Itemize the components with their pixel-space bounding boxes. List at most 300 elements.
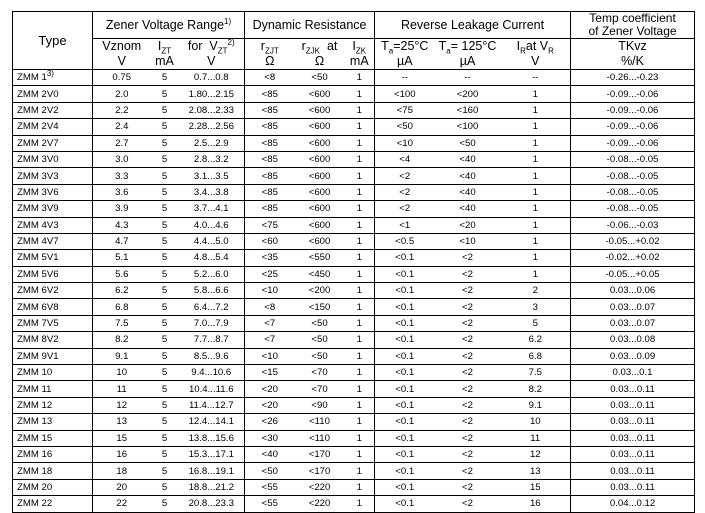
izk-cell: 1 bbox=[345, 446, 375, 462]
type-cell: ZMM 5V1 bbox=[13, 250, 93, 266]
rzjt-unit: Ω bbox=[245, 54, 295, 70]
rzjk-cell: <170 bbox=[295, 463, 345, 479]
type-cell: ZMM 2V7 bbox=[13, 135, 93, 151]
vzt-header: for $V_{ZT}^{2)}$ bbox=[179, 39, 245, 55]
table-row bbox=[13, 479, 695, 495]
vznom-cell: 4.7 bbox=[93, 233, 151, 249]
vznom-cell: 5.1 bbox=[93, 250, 151, 266]
izk-cell: 1 bbox=[345, 283, 375, 299]
izk-cell: 1 bbox=[345, 365, 375, 381]
rzjt-cell: <7 bbox=[245, 332, 295, 348]
ir-at-vr-cell: 1 bbox=[501, 201, 571, 217]
izk-cell: 1 bbox=[345, 397, 375, 413]
izt-cell: 5 bbox=[151, 119, 179, 135]
izk-cell: 1 bbox=[345, 135, 375, 151]
leakage-125c-cell: <50 bbox=[435, 135, 501, 151]
izt-cell: 5 bbox=[151, 430, 179, 446]
rzjk-header: $r_{ZJK}$ at bbox=[295, 39, 345, 55]
leakage-25c-cell: <0.1 bbox=[375, 463, 435, 479]
izt-cell: 5 bbox=[151, 250, 179, 266]
izk-cell: 1 bbox=[345, 315, 375, 331]
type-cell: ZMM 2V0 bbox=[13, 86, 93, 102]
leakage-25c-cell: <0.5 bbox=[375, 233, 435, 249]
vznom-cell: 18 bbox=[93, 463, 151, 479]
tkvz-cell: -0.05...+0.05 bbox=[571, 266, 695, 282]
table-row bbox=[13, 151, 695, 167]
rzjt-cell: <30 bbox=[245, 430, 295, 446]
dynamic-resistance-header: Dynamic Resistance bbox=[245, 12, 375, 39]
ir-at-vr-cell: 6.2 bbox=[501, 332, 571, 348]
leakage-25c-cell: <0.1 bbox=[375, 479, 435, 495]
rzjk-unit: Ω bbox=[295, 54, 345, 70]
tkvz-cell: 0.03...0.11 bbox=[571, 414, 695, 430]
vznom-cell: 2.4 bbox=[93, 119, 151, 135]
temp-coefficient-header: Temp coefficient of Zener Voltage bbox=[571, 12, 695, 39]
izt-cell: 5 bbox=[151, 233, 179, 249]
vznom-cell: 3.3 bbox=[93, 168, 151, 184]
rzjk-cell: <220 bbox=[295, 479, 345, 495]
ta25-unit: µA bbox=[375, 54, 435, 70]
izt-cell: 5 bbox=[151, 397, 179, 413]
vzt-cell: 9.4...10.6 bbox=[179, 365, 245, 381]
vzt-cell: 1.80...2.15 bbox=[179, 86, 245, 102]
rzjt-cell: <85 bbox=[245, 201, 295, 217]
izk-cell: 1 bbox=[345, 86, 375, 102]
leakage-125c-cell: <2 bbox=[435, 348, 501, 364]
vznom-cell: 15 bbox=[93, 430, 151, 446]
table-row bbox=[13, 414, 695, 430]
vzt-cell: 0.7...0.8 bbox=[179, 70, 245, 86]
leakage-125c-cell: <2 bbox=[435, 332, 501, 348]
leakage-125c-cell: <2 bbox=[435, 266, 501, 282]
leakage-25c-cell: -- bbox=[375, 70, 435, 86]
vzt-cell: 4.0...4.6 bbox=[179, 217, 245, 233]
rzjk-cell: <70 bbox=[295, 381, 345, 397]
izt-cell: 5 bbox=[151, 299, 179, 315]
table-row bbox=[13, 381, 695, 397]
table-row bbox=[13, 70, 695, 86]
rzjk-cell: <200 bbox=[295, 283, 345, 299]
type-cell: ZMM 5V6 bbox=[13, 266, 93, 282]
leakage-25c-cell: <0.1 bbox=[375, 250, 435, 266]
type-cell: ZMM 15 bbox=[13, 430, 93, 446]
rzjk-cell: <450 bbox=[295, 266, 345, 282]
table-row bbox=[13, 348, 695, 364]
izt-cell: 5 bbox=[151, 332, 179, 348]
rzjt-cell: <20 bbox=[245, 381, 295, 397]
type-cell: ZMM 3V6 bbox=[13, 184, 93, 200]
zener-diode-spec-table bbox=[12, 11, 695, 513]
izk-header: $I_{ZK}$ bbox=[345, 39, 375, 55]
vznom-cell: 6.8 bbox=[93, 299, 151, 315]
type-cell: ZMM 13 bbox=[13, 414, 93, 430]
ir-at-vr-cell: 1 bbox=[501, 135, 571, 151]
vznom-cell: 3.0 bbox=[93, 151, 151, 167]
type-cell: ZMM 9V1 bbox=[13, 348, 93, 364]
table-row bbox=[13, 217, 695, 233]
ir-at-vr-cell: 1 bbox=[501, 233, 571, 249]
rzjk-cell: <50 bbox=[295, 315, 345, 331]
leakage-125c-cell: <2 bbox=[435, 315, 501, 331]
rzjk-cell: <600 bbox=[295, 151, 345, 167]
table-row bbox=[13, 233, 695, 249]
rzjt-cell: <85 bbox=[245, 86, 295, 102]
izk-cell: 1 bbox=[345, 496, 375, 512]
vznom-cell: 9.1 bbox=[93, 348, 151, 364]
table-row bbox=[13, 299, 695, 315]
vznom-cell: 13 bbox=[93, 414, 151, 430]
leakage-25c-cell: <0.1 bbox=[375, 397, 435, 413]
izt-cell: 5 bbox=[151, 446, 179, 462]
tkvz-cell: 0.03...0.11 bbox=[571, 446, 695, 462]
table-row bbox=[13, 332, 695, 348]
vzt-cell: 5.2...6.0 bbox=[179, 266, 245, 282]
rzjt-cell: <85 bbox=[245, 119, 295, 135]
vznom-cell: 4.3 bbox=[93, 217, 151, 233]
leakage-25c-cell: <10 bbox=[375, 135, 435, 151]
izk-cell: 1 bbox=[345, 479, 375, 495]
ta125-unit: µA bbox=[435, 54, 501, 70]
vzt-cell: 2.5...2.9 bbox=[179, 135, 245, 151]
vzt-cell: 16.8...19.1 bbox=[179, 463, 245, 479]
leakage-125c-cell: <200 bbox=[435, 86, 501, 102]
type-cell: ZMM 18 bbox=[13, 463, 93, 479]
izt-cell: 5 bbox=[151, 414, 179, 430]
leakage-125c-cell: <2 bbox=[435, 381, 501, 397]
izt-cell: 5 bbox=[151, 496, 179, 512]
ir-at-vr-cell: 1 bbox=[501, 102, 571, 118]
izt-cell: 5 bbox=[151, 168, 179, 184]
rzjk-cell: <600 bbox=[295, 135, 345, 151]
izt-cell: 5 bbox=[151, 135, 179, 151]
leakage-125c-cell: <2 bbox=[435, 430, 501, 446]
vzt-cell: 4.8...5.4 bbox=[179, 250, 245, 266]
vzt-cell: 15.3...17.1 bbox=[179, 446, 245, 462]
vzt-cell: 4.4...5.0 bbox=[179, 233, 245, 249]
ir-at-vr-cell: 15 bbox=[501, 479, 571, 495]
tkvz-cell: 0.03...0.07 bbox=[571, 315, 695, 331]
tkvz-header: TKvz bbox=[571, 39, 695, 55]
vzt-cell: 13.8...15.6 bbox=[179, 430, 245, 446]
vznom-cell: 0.75 bbox=[93, 70, 151, 86]
izt-cell: 5 bbox=[151, 365, 179, 381]
vzt-cell: 12.4...14.1 bbox=[179, 414, 245, 430]
vzt-cell: 3.4...3.8 bbox=[179, 184, 245, 200]
type-cell: ZMM 16 bbox=[13, 446, 93, 462]
tkvz-cell: -0.09...-0.06 bbox=[571, 135, 695, 151]
rzjt-cell: <85 bbox=[245, 135, 295, 151]
ir-at-vr-cell: 16 bbox=[501, 496, 571, 512]
tkvz-cell: -0.08...-0.05 bbox=[571, 184, 695, 200]
vznom-cell: 10 bbox=[93, 365, 151, 381]
table-row bbox=[13, 397, 695, 413]
table-row bbox=[13, 119, 695, 135]
rzjt-cell: <10 bbox=[245, 348, 295, 364]
rzjk-cell: <600 bbox=[295, 119, 345, 135]
rzjt-cell: <8 bbox=[245, 70, 295, 86]
leakage-125c-cell: <10 bbox=[435, 233, 501, 249]
table-row bbox=[13, 283, 695, 299]
tkvz-unit: %/K bbox=[571, 54, 695, 70]
reverse-leakage-header: Reverse Leakage Current bbox=[375, 12, 571, 39]
ir-at-vr-cell: 1 bbox=[501, 184, 571, 200]
vzt-cell: 20.8...23.3 bbox=[179, 496, 245, 512]
vznom-cell: 3.6 bbox=[93, 184, 151, 200]
izt-cell: 5 bbox=[151, 184, 179, 200]
rzjk-cell: <150 bbox=[295, 299, 345, 315]
vzt-cell: 10.4...11.6 bbox=[179, 381, 245, 397]
izk-cell: 1 bbox=[345, 463, 375, 479]
tkvz-cell: -0.08...-0.05 bbox=[571, 151, 695, 167]
vzt-cell: 2.08...2.33 bbox=[179, 102, 245, 118]
leakage-25c-cell: <0.1 bbox=[375, 332, 435, 348]
ir-at-vr-cell: 2 bbox=[501, 283, 571, 299]
rzjk-cell: <50 bbox=[295, 348, 345, 364]
tkvz-cell: -0.09...-0.06 bbox=[571, 86, 695, 102]
rzjt-cell: <85 bbox=[245, 168, 295, 184]
leakage-125c-cell: <2 bbox=[435, 463, 501, 479]
izk-cell: 1 bbox=[345, 430, 375, 446]
izt-cell: 5 bbox=[151, 348, 179, 364]
izt-cell: 5 bbox=[151, 266, 179, 282]
rzjk-cell: <600 bbox=[295, 168, 345, 184]
vznom-cell: 22 bbox=[93, 496, 151, 512]
tkvz-cell: -0.26...-0.23 bbox=[571, 70, 695, 86]
leakage-25c-cell: <1 bbox=[375, 217, 435, 233]
izt-cell: 5 bbox=[151, 151, 179, 167]
ta25-header: $T_a=25^\circ C$ bbox=[375, 39, 435, 55]
leakage-25c-cell: <75 bbox=[375, 102, 435, 118]
rzjt-cell: <10 bbox=[245, 283, 295, 299]
vznom-cell: 2.0 bbox=[93, 86, 151, 102]
rzjt-cell: <85 bbox=[245, 184, 295, 200]
type-cell: ZMM 11 bbox=[13, 381, 93, 397]
izk-cell: 1 bbox=[345, 102, 375, 118]
table-row bbox=[13, 168, 695, 184]
tkvz-cell: 0.03...0.11 bbox=[571, 479, 695, 495]
rzjk-cell: <550 bbox=[295, 250, 345, 266]
tkvz-cell: -0.09...-0.06 bbox=[571, 119, 695, 135]
vznom-cell: 11 bbox=[93, 381, 151, 397]
type-cell: ZMM 3V0 bbox=[13, 151, 93, 167]
table-row bbox=[13, 446, 695, 462]
ir-at-vr-cell: 1 bbox=[501, 217, 571, 233]
tkvz-cell: 0.03...0.07 bbox=[571, 299, 695, 315]
tkvz-cell: 0.03...0.1 bbox=[571, 365, 695, 381]
rzjt-cell: <55 bbox=[245, 479, 295, 495]
vzt-cell: 5.8...6.6 bbox=[179, 283, 245, 299]
vznom-cell: 16 bbox=[93, 446, 151, 462]
izk-cell: 1 bbox=[345, 201, 375, 217]
ir-at-vr-cell: 3 bbox=[501, 299, 571, 315]
vzt-cell: 11.4...12.7 bbox=[179, 397, 245, 413]
rzjk-cell: <90 bbox=[295, 397, 345, 413]
rzjk-cell: <170 bbox=[295, 446, 345, 462]
vzt-cell: 8.5...9.6 bbox=[179, 348, 245, 364]
rzjk-cell: <600 bbox=[295, 233, 345, 249]
table-row bbox=[13, 463, 695, 479]
leakage-25c-cell: <0.1 bbox=[375, 365, 435, 381]
ir-at-vr-cell: 10 bbox=[501, 414, 571, 430]
ir-at-vr-cell: 13 bbox=[501, 463, 571, 479]
izk-cell: 1 bbox=[345, 381, 375, 397]
leakage-25c-cell: <0.1 bbox=[375, 496, 435, 512]
ir-at-vr-cell: 6.8 bbox=[501, 348, 571, 364]
type-cell: ZMM 3V9 bbox=[13, 201, 93, 217]
leakage-125c-cell: <2 bbox=[435, 250, 501, 266]
leakage-125c-cell: <2 bbox=[435, 479, 501, 495]
leakage-125c-cell: <20 bbox=[435, 217, 501, 233]
ir-at-vr-cell: 11 bbox=[501, 430, 571, 446]
tkvz-cell: -0.09...-0.06 bbox=[571, 102, 695, 118]
tkvz-cell: 0.03...0.11 bbox=[571, 463, 695, 479]
vznom-cell: 3.9 bbox=[93, 201, 151, 217]
type-cell: ZMM 8V2 bbox=[13, 332, 93, 348]
type-cell: ZMM 4V7 bbox=[13, 233, 93, 249]
rzjt-cell: <40 bbox=[245, 446, 295, 462]
izk-unit: mA bbox=[345, 54, 375, 70]
vzt-cell: 3.7...4.1 bbox=[179, 201, 245, 217]
type-cell: ZMM 7V5 bbox=[13, 315, 93, 331]
ir-at-vr-cell: 9.1 bbox=[501, 397, 571, 413]
rzjk-cell: <600 bbox=[295, 217, 345, 233]
type-cell: ZMM 10 bbox=[13, 365, 93, 381]
type-cell: ZMM 6V8 bbox=[13, 299, 93, 315]
tkvz-cell: -0.02...+0.02 bbox=[571, 250, 695, 266]
rzjk-cell: <600 bbox=[295, 201, 345, 217]
izt-cell: 5 bbox=[151, 86, 179, 102]
rzjk-cell: <70 bbox=[295, 365, 345, 381]
vzt-unit: V bbox=[179, 54, 245, 70]
leakage-125c-cell: <2 bbox=[435, 397, 501, 413]
rzjt-cell: <20 bbox=[245, 397, 295, 413]
izk-cell: 1 bbox=[345, 348, 375, 364]
leakage-125c-cell: -- bbox=[435, 70, 501, 86]
table-header bbox=[13, 12, 695, 70]
ir-at-vr-cell: 12 bbox=[501, 446, 571, 462]
leakage-125c-cell: <40 bbox=[435, 184, 501, 200]
izk-cell: 1 bbox=[345, 70, 375, 86]
tkvz-cell: 0.03...0.06 bbox=[571, 283, 695, 299]
table-row bbox=[13, 184, 695, 200]
type-cell: ZMM 6V2 bbox=[13, 283, 93, 299]
leakage-25c-cell: <0.1 bbox=[375, 299, 435, 315]
vznom-cell: 5.6 bbox=[93, 266, 151, 282]
izk-cell: 1 bbox=[345, 217, 375, 233]
ir-at-vr-cell: -- bbox=[501, 70, 571, 86]
leakage-125c-cell: <2 bbox=[435, 414, 501, 430]
vznom-cell: 2.7 bbox=[93, 135, 151, 151]
tkvz-cell: -0.08...-0.05 bbox=[571, 201, 695, 217]
leakage-125c-cell: <2 bbox=[435, 299, 501, 315]
type-cell: ZMM 1$^{3)}$ bbox=[13, 70, 93, 86]
tkvz-cell: 0.03...0.11 bbox=[571, 430, 695, 446]
leakage-25c-cell: <0.1 bbox=[375, 381, 435, 397]
vznom-cell: 12 bbox=[93, 397, 151, 413]
izt-cell: 5 bbox=[151, 102, 179, 118]
izk-cell: 1 bbox=[345, 332, 375, 348]
table-row bbox=[13, 102, 695, 118]
rzjk-cell: <220 bbox=[295, 496, 345, 512]
leakage-25c-cell: <0.1 bbox=[375, 266, 435, 282]
type-cell: ZMM 3V3 bbox=[13, 168, 93, 184]
leakage-125c-cell: <2 bbox=[435, 365, 501, 381]
rzjt-cell: <7 bbox=[245, 315, 295, 331]
leakage-125c-cell: <160 bbox=[435, 102, 501, 118]
ir-at-vr-cell: 5 bbox=[501, 315, 571, 331]
izk-cell: 1 bbox=[345, 414, 375, 430]
izt-unit: mA bbox=[151, 54, 179, 70]
vzt-cell: 6.4...7.2 bbox=[179, 299, 245, 315]
ir-at-vr-cell: 1 bbox=[501, 266, 571, 282]
type-cell: ZMM 2V4 bbox=[13, 119, 93, 135]
rzjk-cell: <600 bbox=[295, 184, 345, 200]
ir-at-vr-cell: 1 bbox=[501, 250, 571, 266]
table-row bbox=[13, 266, 695, 282]
izk-cell: 1 bbox=[345, 151, 375, 167]
ir-unit: V bbox=[501, 54, 571, 70]
table-body bbox=[13, 70, 695, 513]
tkvz-cell: 0.03...0.11 bbox=[571, 381, 695, 397]
ir-at-vr-cell: 1 bbox=[501, 86, 571, 102]
leakage-125c-cell: <40 bbox=[435, 168, 501, 184]
ir-at-vr-cell: 1 bbox=[501, 168, 571, 184]
vzt-cell: 2.28...2.56 bbox=[179, 119, 245, 135]
leakage-25c-cell: <0.1 bbox=[375, 446, 435, 462]
rzjt-cell: <15 bbox=[245, 365, 295, 381]
rzjt-cell: <35 bbox=[245, 250, 295, 266]
rzjk-cell: <110 bbox=[295, 414, 345, 430]
rzjk-cell: <110 bbox=[295, 430, 345, 446]
leakage-25c-cell: <2 bbox=[375, 184, 435, 200]
ir-at-vr-header: $I_Rat$ $V_R$ bbox=[501, 39, 571, 55]
vzt-cell: 7.0...7.9 bbox=[179, 315, 245, 331]
rzjk-cell: <600 bbox=[295, 102, 345, 118]
type-cell: ZMM 12 bbox=[13, 397, 93, 413]
table-row bbox=[13, 201, 695, 217]
rzjt-cell: <60 bbox=[245, 233, 295, 249]
tkvz-cell: -0.05...+0.02 bbox=[571, 233, 695, 249]
leakage-125c-cell: <2 bbox=[435, 283, 501, 299]
tkvz-cell: 0.03...0.11 bbox=[571, 397, 695, 413]
rzjt-cell: <50 bbox=[245, 463, 295, 479]
izt-cell: 5 bbox=[151, 70, 179, 86]
vzt-cell: 7.7...8.7 bbox=[179, 332, 245, 348]
leakage-25c-cell: <0.1 bbox=[375, 348, 435, 364]
vzt-cell: 3.1...3.5 bbox=[179, 168, 245, 184]
izk-cell: 1 bbox=[345, 168, 375, 184]
type-cell: ZMM 4V3 bbox=[13, 217, 93, 233]
vznom-cell: 7.5 bbox=[93, 315, 151, 331]
rzjt-cell: <26 bbox=[245, 414, 295, 430]
leakage-125c-cell: <40 bbox=[435, 201, 501, 217]
izk-cell: 1 bbox=[345, 233, 375, 249]
tkvz-cell: 0.03...0.08 bbox=[571, 332, 695, 348]
leakage-25c-cell: <0.1 bbox=[375, 414, 435, 430]
leakage-25c-cell: <0.1 bbox=[375, 283, 435, 299]
leakage-125c-cell: <2 bbox=[435, 496, 501, 512]
tkvz-cell: 0.04...0.12 bbox=[571, 496, 695, 512]
izk-cell: 1 bbox=[345, 119, 375, 135]
izt-cell: 5 bbox=[151, 479, 179, 495]
leakage-125c-cell: <40 bbox=[435, 151, 501, 167]
vznom-cell: 6.2 bbox=[93, 283, 151, 299]
ir-at-vr-cell: 1 bbox=[501, 119, 571, 135]
vznom-unit: V bbox=[93, 54, 151, 70]
ir-at-vr-cell: 1 bbox=[501, 151, 571, 167]
vznom-cell: 20 bbox=[93, 479, 151, 495]
type-column-header: Type bbox=[13, 12, 93, 70]
